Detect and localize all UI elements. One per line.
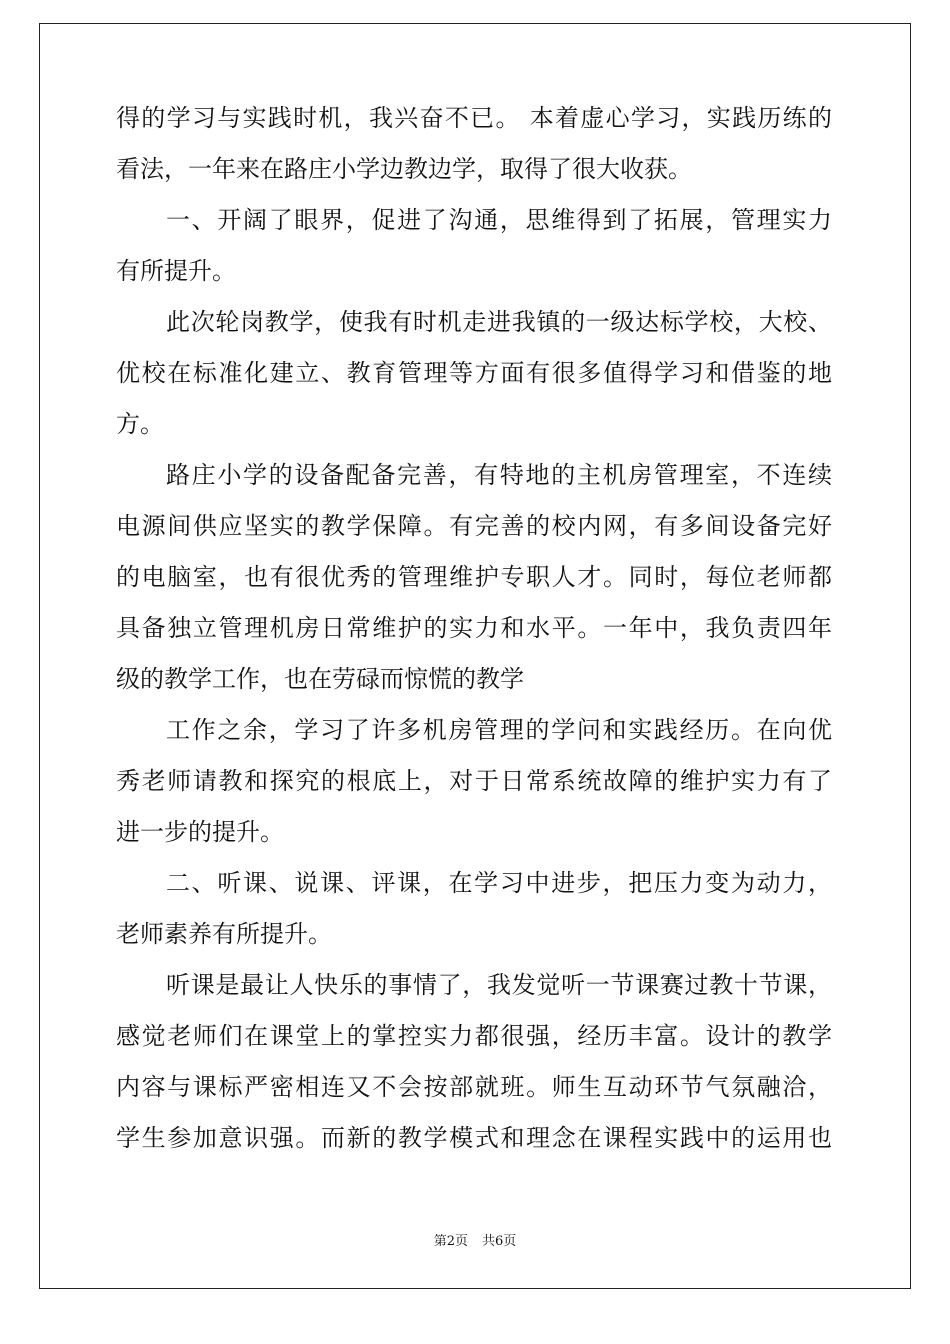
text-line: 电源间供应坚实的教学保障。有完善的校内网，有多间设备完好	[116, 512, 832, 540]
text-line: 路庄小学的设备配备完善，有特地的主机房管理室，不连续	[166, 461, 832, 489]
text-line: 感觉老师们在课堂上的掌控实力都很强，经历丰富。设计的教学	[116, 1022, 832, 1050]
text-line: 有所提升。	[116, 257, 236, 285]
text-line: 方。	[116, 410, 164, 438]
text-line: 二、听课、说课、评课，在学习中进步，把压力变为动力，	[166, 869, 832, 897]
text-line: 工作之余，学习了许多机房管理的学问和实践经历。在向优	[166, 716, 832, 744]
text-line: 一、开阔了眼界，促进了沟通，思维得到了拓展，管理实力	[166, 206, 832, 234]
text-line: 秀老师请教和探究的根底上，对于日常系统故障的维护实力有了	[116, 767, 832, 795]
text-line: 优校在标准化建立、教育管理等方面有很多值得学习和借鉴的地	[116, 359, 832, 387]
text-line: 内容与课标严密相连又不会按部就班。师生互动环节气氛融洽，	[116, 1073, 832, 1101]
text-line: 学生参加意识强。而新的教学模式和理念在课程实践中的运用也	[116, 1124, 832, 1152]
page-number-total: 共6页	[482, 1234, 517, 1249]
document-body	[116, 96, 832, 1167]
page-footer	[0, 1233, 950, 1251]
text-line: 此次轮岗教学，使我有时机走进我镇的一级达标学校，大校、	[166, 308, 832, 336]
text-line: 具备独立管理机房日常维护的实力和水平。一年中，我负责四年	[116, 614, 832, 642]
page-number-current: 第2页	[433, 1234, 468, 1249]
text-line: 得的学习与实践时机，我兴奋不已。 本着虚心学习，实践历练的	[116, 104, 832, 132]
text-line: 级的教学工作，也在劳碌而惊慌的教学	[116, 665, 524, 693]
text-line: 进一步的提升。	[116, 818, 284, 846]
text-line: 听课是最让人快乐的事情了，我发觉听一节课赛过教十节课，	[166, 971, 832, 999]
text-line: 的电脑室，也有很优秀的管理维护专职人才。同时，每位老师都	[116, 563, 832, 591]
text-line: 老师素养有所提升。	[116, 920, 332, 948]
text-line: 看法，一年来在路庄小学边教边学，取得了很大收获。	[116, 155, 692, 183]
